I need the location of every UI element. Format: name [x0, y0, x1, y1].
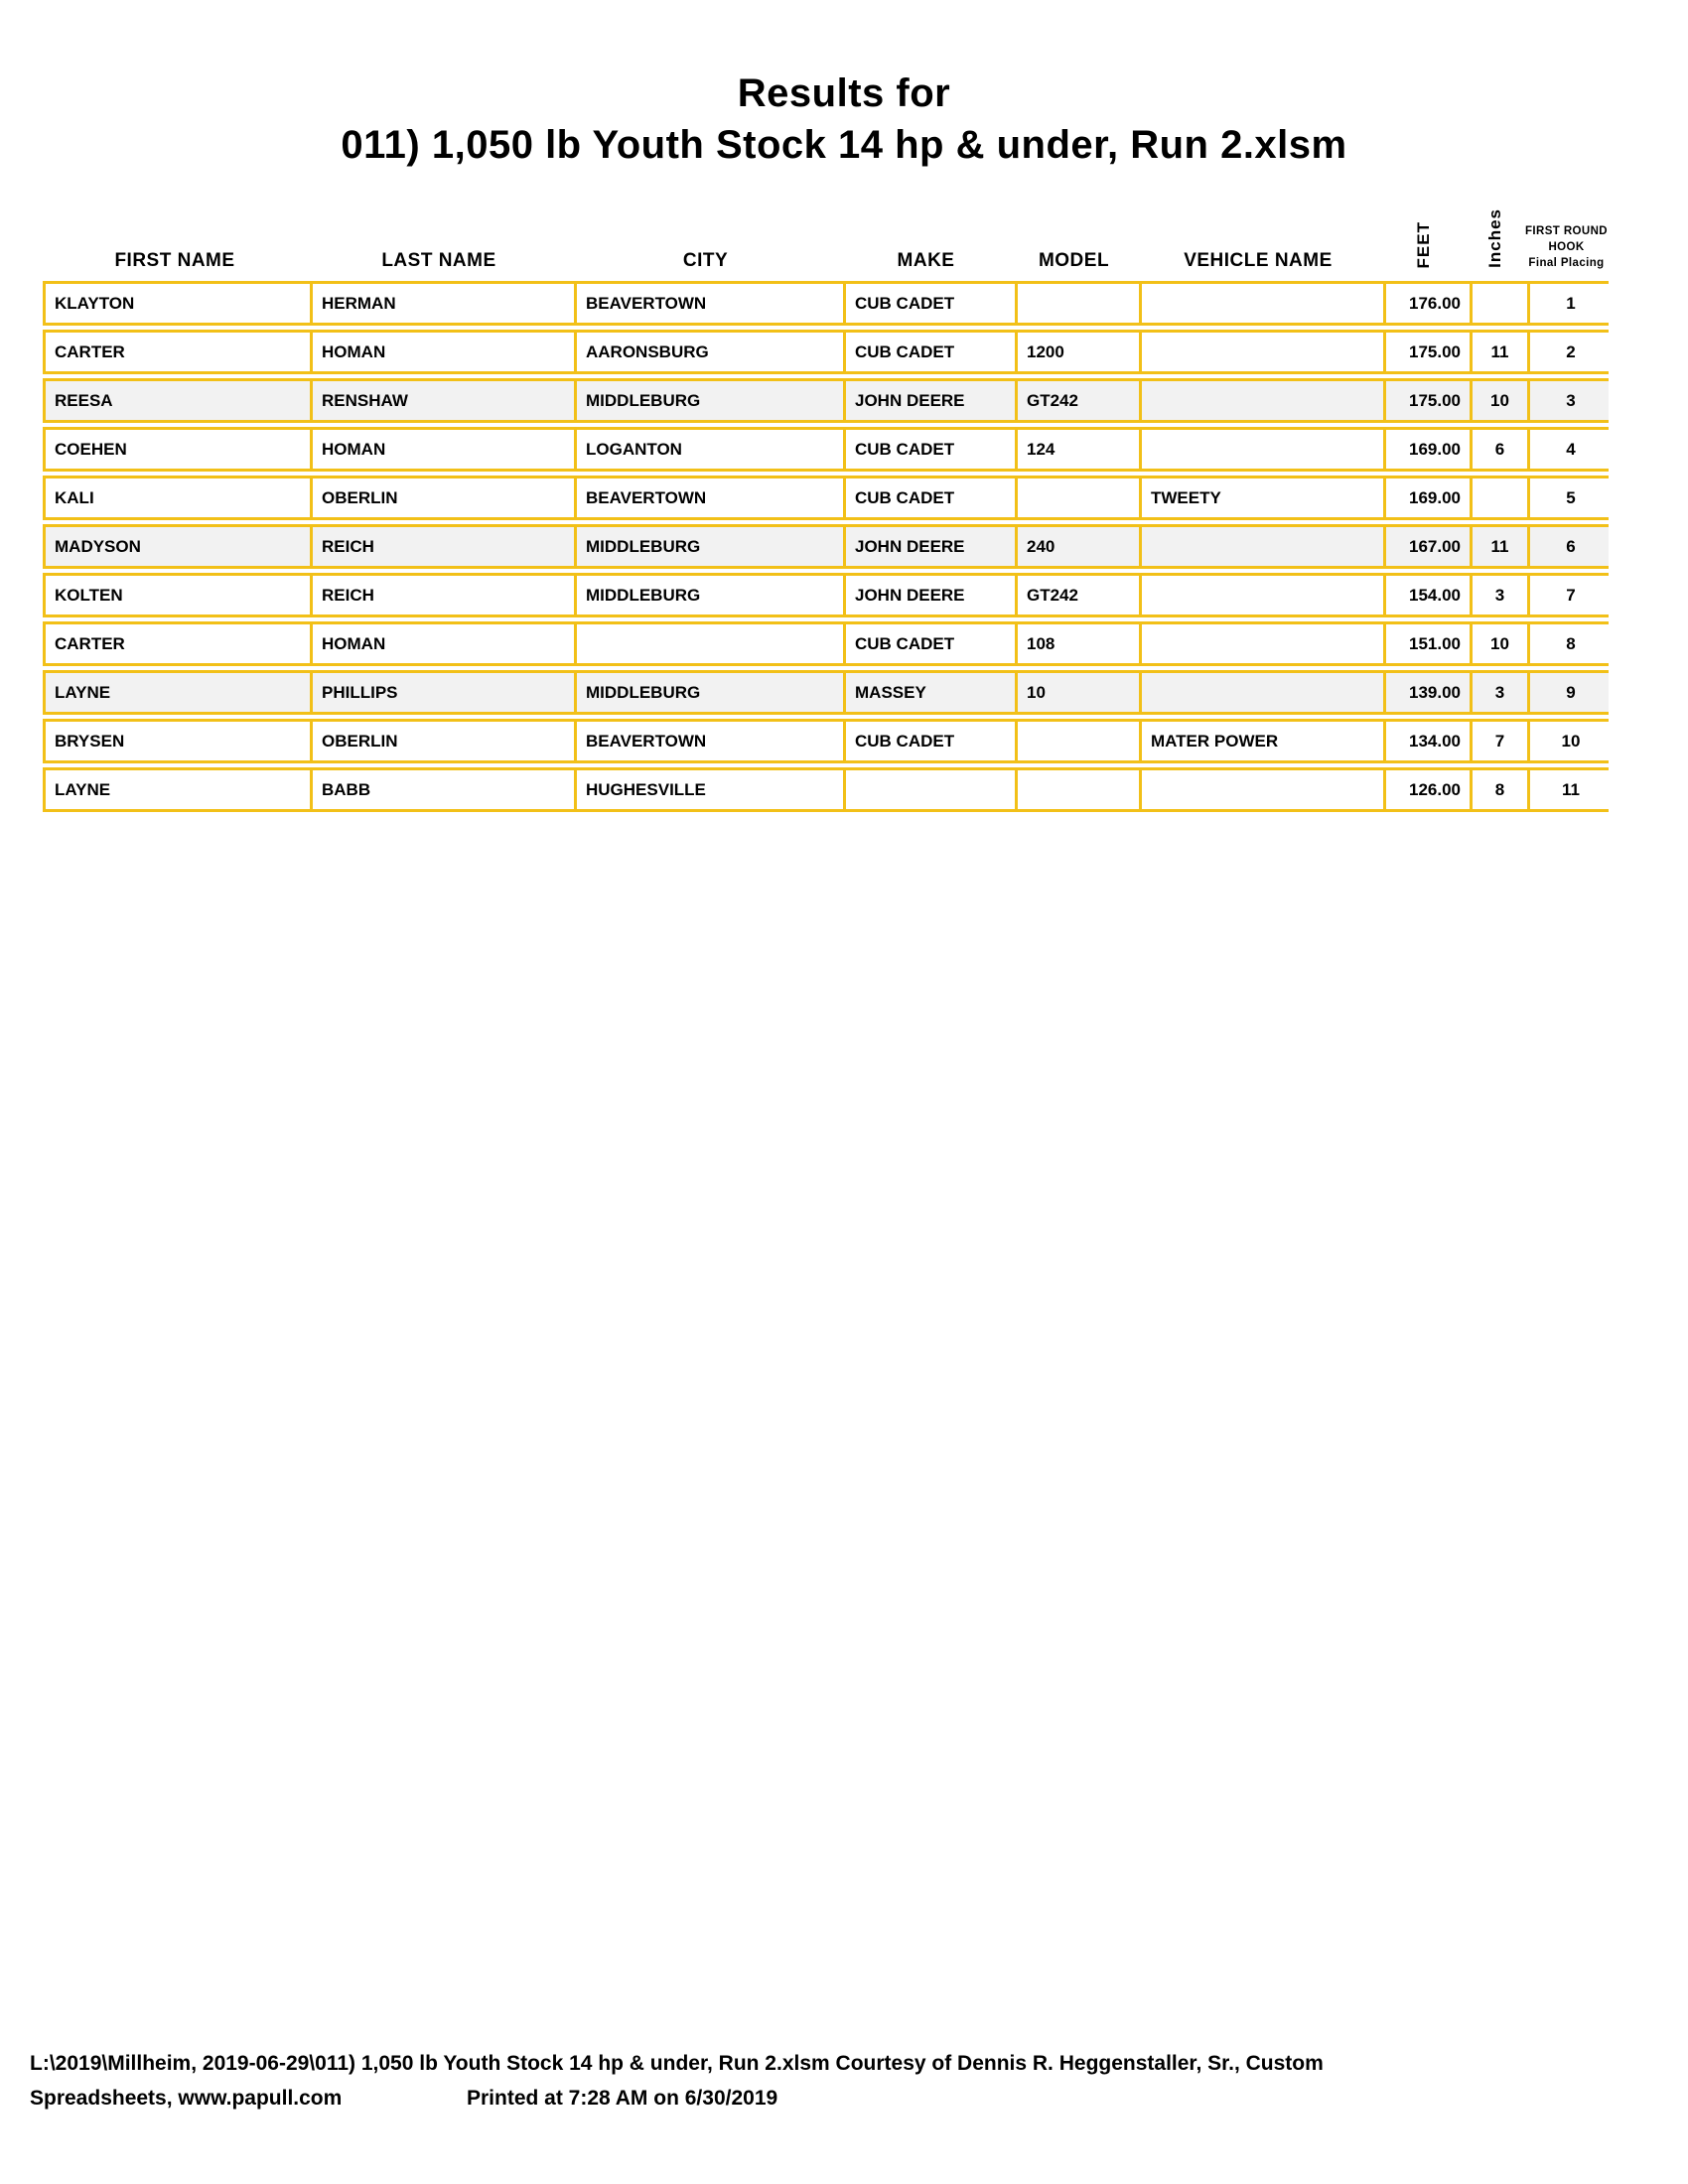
cell-last-name: RENSHAW — [310, 381, 574, 420]
table-row — [43, 476, 1609, 520]
footer-website: Spreadsheets, www.papull.com — [30, 2087, 343, 2110]
cell-inches: 3 — [1470, 673, 1527, 712]
table-row — [43, 281, 1609, 326]
cell-model: 1200 — [1015, 333, 1139, 371]
cell-last-name: REICH — [310, 576, 574, 614]
cell-first-name: REESA — [55, 390, 113, 410]
cell-placing: 2 — [1527, 333, 1612, 371]
cell-vehicle-name: MATER POWER — [1139, 722, 1383, 760]
cell-vehicle-name — [1139, 284, 1383, 323]
cell-last-name: HOMAN — [310, 624, 574, 663]
cell-feet: 151.00 — [1383, 624, 1470, 663]
cell-first-name: KLAYTON — [55, 293, 135, 313]
cell-model — [1015, 284, 1139, 323]
cell-vehicle-name — [1139, 576, 1383, 614]
cell-first-name: BRYSEN — [55, 731, 125, 751]
cell-inches: 11 — [1470, 333, 1527, 371]
cell-inches: 8 — [1470, 770, 1527, 809]
cell-city: MIDDLEBURG — [574, 673, 843, 712]
column-header-placing-line1: FIRST ROUND — [1525, 225, 1608, 237]
cell-feet: 139.00 — [1383, 673, 1470, 712]
cell-inches: 6 — [1470, 430, 1527, 469]
cell-vehicle-name — [1139, 430, 1383, 469]
cell-make: CUB CADET — [843, 624, 1015, 663]
table-row — [43, 621, 1609, 666]
cell-first-name: COEHEN — [55, 439, 127, 459]
cell-make: CUB CADET — [843, 430, 1015, 469]
cell-inches — [1470, 478, 1527, 517]
cell-vehicle-name — [1139, 624, 1383, 663]
cell-city: MIDDLEBURG — [574, 381, 843, 420]
column-header-placing — [1524, 223, 1609, 281]
cell-first-name: LAYNE — [55, 682, 111, 702]
cell-city: BEAVERTOWN — [574, 478, 843, 517]
cell-make: JOHN DEERE — [843, 576, 1015, 614]
cell-model: GT242 — [1015, 381, 1139, 420]
cell-city: BEAVERTOWN — [574, 722, 843, 760]
cell-model: 108 — [1015, 624, 1139, 663]
cell-first-name: MADYSON — [55, 536, 141, 556]
column-header-feet — [1380, 198, 1467, 281]
column-header-vehicle-name: VEHICLE NAME — [1184, 250, 1333, 271]
cell-placing: 6 — [1527, 527, 1612, 566]
cell-last-name: PHILLIPS — [310, 673, 574, 712]
cell-placing: 8 — [1527, 624, 1612, 663]
table-row — [43, 670, 1609, 715]
column-header-make: MAKE — [897, 250, 955, 271]
cell-make: CUB CADET — [843, 478, 1015, 517]
page-title: Results for — [737, 71, 951, 115]
footer-line2 — [30, 2081, 1324, 2116]
cell-placing: 10 — [1527, 722, 1612, 760]
cell-feet: 176.00 — [1383, 284, 1470, 323]
cell-placing: 3 — [1527, 381, 1612, 420]
cell-placing: 5 — [1527, 478, 1612, 517]
table-row — [43, 330, 1609, 374]
cell-city: MIDDLEBURG — [574, 527, 843, 566]
footer-printed-at: Printed at 7:28 AM on 6/30/2019 — [467, 2087, 778, 2110]
cell-feet: 169.00 — [1383, 430, 1470, 469]
column-header-placing-line3: Final Placing — [1528, 257, 1605, 269]
cell-model — [1015, 770, 1139, 809]
table-header-row — [43, 198, 1609, 281]
column-header-placing-line2: HOOK — [1548, 241, 1585, 253]
cell-vehicle-name — [1139, 673, 1383, 712]
cell-make — [843, 770, 1015, 809]
cell-feet: 126.00 — [1383, 770, 1470, 809]
cell-model: GT242 — [1015, 576, 1139, 614]
cell-first-name: CARTER — [55, 633, 125, 653]
table-row — [43, 427, 1609, 472]
cell-last-name: HOMAN — [310, 333, 574, 371]
cell-last-name: HERMAN — [310, 284, 574, 323]
cell-city: HUGHESVILLE — [574, 770, 843, 809]
cell-inches: 7 — [1470, 722, 1527, 760]
cell-make: CUB CADET — [843, 722, 1015, 760]
cell-first-name: KOLTEN — [55, 585, 123, 605]
cell-make: JOHN DEERE — [843, 381, 1015, 420]
cell-make: JOHN DEERE — [843, 527, 1015, 566]
column-header-inches-label: Inches — [1485, 208, 1504, 268]
cell-first-name: KALI — [55, 487, 94, 507]
table-row — [43, 573, 1609, 617]
cell-placing: 4 — [1527, 430, 1612, 469]
page-subtitle: 011) 1,050 lb Youth Stock 14 hp & under, Run 2.xlsm — [341, 123, 1347, 167]
cell-inches: 10 — [1470, 381, 1527, 420]
cell-first-name: CARTER — [55, 341, 125, 361]
cell-make: CUB CADET — [843, 333, 1015, 371]
cell-placing: 11 — [1527, 770, 1612, 809]
cell-placing: 1 — [1527, 284, 1612, 323]
cell-model — [1015, 478, 1139, 517]
cell-placing: 7 — [1527, 576, 1612, 614]
cell-last-name: BABB — [310, 770, 574, 809]
cell-feet: 175.00 — [1383, 333, 1470, 371]
column-header-feet-label: FEET — [1413, 220, 1433, 268]
column-header-first-name: FIRST NAME — [114, 250, 235, 271]
table-row — [43, 767, 1609, 812]
cell-last-name: OBERLIN — [310, 722, 574, 760]
cell-vehicle-name — [1139, 527, 1383, 566]
cell-inches: 10 — [1470, 624, 1527, 663]
column-header-last-name: LAST NAME — [381, 250, 496, 271]
cell-feet: 167.00 — [1383, 527, 1470, 566]
cell-make: MASSEY — [843, 673, 1015, 712]
cell-vehicle-name — [1139, 770, 1383, 809]
cell-last-name: REICH — [310, 527, 574, 566]
column-header-model: MODEL — [1038, 250, 1110, 271]
cell-model: 10 — [1015, 673, 1139, 712]
cell-last-name: HOMAN — [310, 430, 574, 469]
cell-inches: 3 — [1470, 576, 1527, 614]
cell-city: MIDDLEBURG — [574, 576, 843, 614]
cell-feet: 175.00 — [1383, 381, 1470, 420]
cell-last-name: OBERLIN — [310, 478, 574, 517]
column-header-inches — [1467, 198, 1524, 281]
cell-inches — [1470, 284, 1527, 323]
cell-inches: 11 — [1470, 527, 1527, 566]
page-footer — [30, 2046, 1324, 2116]
cell-placing: 9 — [1527, 673, 1612, 712]
footer-line1: L:\2019\Millheim, 2019-06-29\011) 1,050 lb Youth Stock 14 hp & under, Run 2.xlsm Courtesy of Dennis R. Heggenstaller, Sr., Custom — [30, 2052, 1324, 2075]
cell-model: 240 — [1015, 527, 1139, 566]
cell-feet: 134.00 — [1383, 722, 1470, 760]
cell-city: BEAVERTOWN — [574, 284, 843, 323]
cell-city: AARONSBURG — [574, 333, 843, 371]
column-header-city: CITY — [682, 250, 729, 271]
cell-feet: 154.00 — [1383, 576, 1470, 614]
cell-vehicle-name — [1139, 381, 1383, 420]
cell-first-name: LAYNE — [55, 779, 111, 799]
cell-city: LOGANTON — [574, 430, 843, 469]
cell-model — [1015, 722, 1139, 760]
cell-make: CUB CADET — [843, 284, 1015, 323]
table-row — [43, 719, 1609, 763]
cell-vehicle-name — [1139, 333, 1383, 371]
table-row — [43, 378, 1609, 423]
results-table-body — [43, 281, 1609, 816]
cell-model: 124 — [1015, 430, 1139, 469]
cell-vehicle-name: TWEETY — [1139, 478, 1383, 517]
table-row — [43, 524, 1609, 569]
cell-city — [574, 624, 843, 663]
cell-feet: 169.00 — [1383, 478, 1470, 517]
